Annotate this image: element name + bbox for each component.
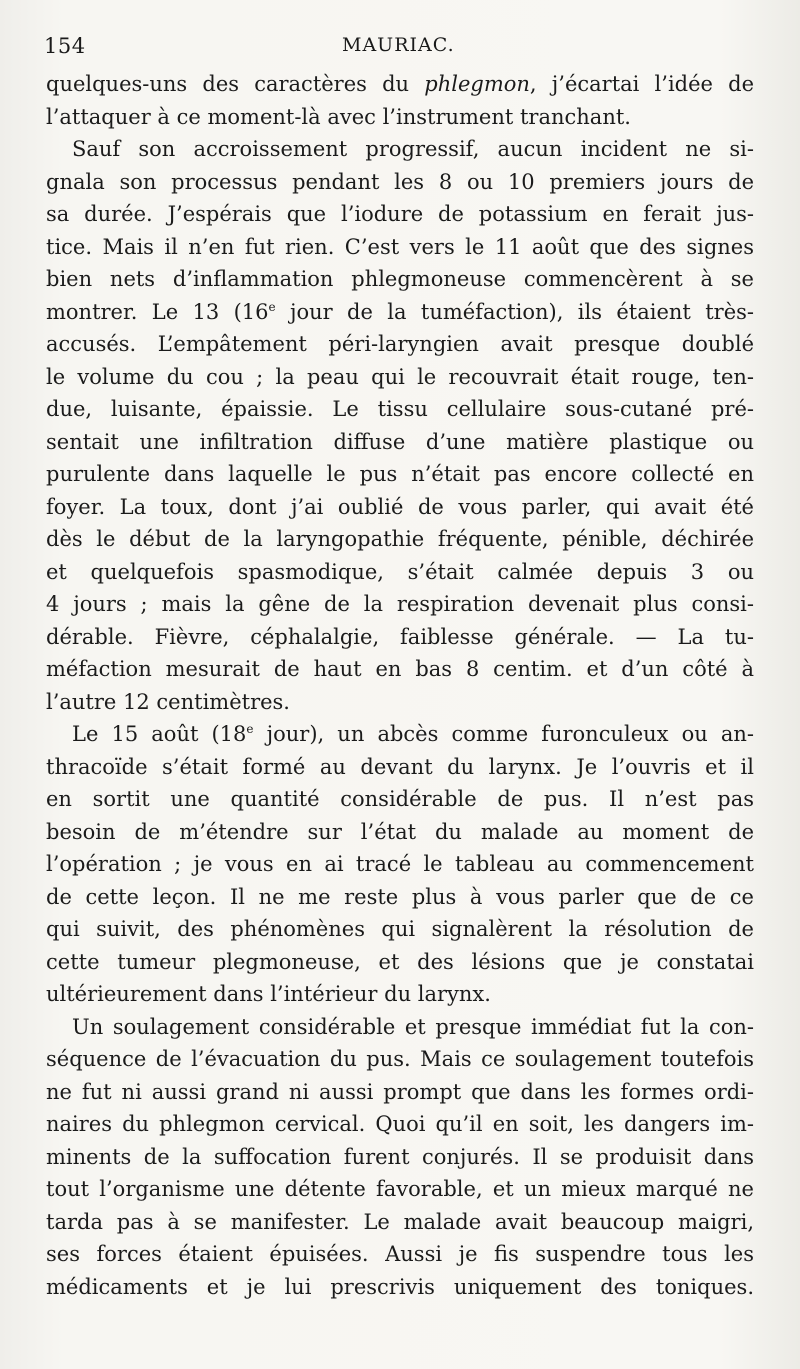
text-line: quelques-uns des caractères du phlegmon, j’écartai l’idée de bbox=[46, 72, 755, 96]
text-line: cette tumeur plegmoneuse, et des lésions que je constatai bbox=[46, 949, 754, 974]
paragraph-4 bbox=[46, 1011, 754, 1304]
text-line: ne fut ni aussi grand ni aussi prompt que dans les formes ordi- bbox=[46, 1079, 754, 1104]
text-line: tout l’organisme une détente favorable, et un mieux marqué ne bbox=[46, 1177, 754, 1201]
text-line: minents de la suffocation furent conjurés. Il se produisit dans bbox=[46, 1144, 754, 1169]
paragraph-2 bbox=[46, 133, 754, 718]
page-number: 154 bbox=[44, 34, 86, 58]
text-line: dérable. Fièvre, céphalalgie, faiblesse générale. — La tu- bbox=[46, 624, 754, 649]
text-line: ultérieurement dans l’intérieur du larynx. bbox=[46, 982, 491, 1006]
text-line: besoin de m’étendre sur l’état du malade au moment de bbox=[46, 819, 754, 844]
text-line: tice. Mais il n’en fut rien. C’est vers le 11 août que des signes bbox=[46, 234, 754, 259]
text-line: en sortit une quantité considérable de pus. Il n’est pas bbox=[46, 787, 754, 811]
text-line: dès le début de la laryngopathie fréquente, pénible, déchirée bbox=[46, 527, 754, 551]
text-line: médicaments et je lui prescrivis uniquement des toniques. bbox=[46, 1274, 754, 1299]
paragraph-1 bbox=[46, 68, 754, 133]
text-line: sentait une infiltration diffuse d’une matière plastique ou bbox=[46, 429, 754, 454]
text-line: le volume du cou ; la peau qui le recouvrait était rouge, ten- bbox=[46, 364, 754, 389]
text-line: sa durée. J’espérais que l’iodure de potassium en ferait jus- bbox=[46, 202, 754, 226]
text-line: Le 15 août (18e jour), un abcès comme furonculeux ou an- bbox=[72, 722, 755, 746]
running-title: MAURIAC. bbox=[342, 34, 455, 56]
superscript: e bbox=[268, 299, 276, 314]
text-line: purulente dans laquelle le pus n’était pas encore collecté en bbox=[46, 462, 754, 486]
text-line: thracoïde s’était formé au devant du larynx. Je l’ouvris et il bbox=[46, 754, 754, 779]
text-line: séquence de l’évacuation du pus. Mais ce soulagement toutefois bbox=[46, 1047, 754, 1071]
text-line: gnala son processus pendant les 8 ou 10 premiers jours de bbox=[46, 169, 754, 194]
text-line: de cette leçon. Il ne me reste plus à vous parler que de ce bbox=[46, 884, 754, 909]
text-line: accusés. L’empâtement péri-laryngien avait presque doublé bbox=[46, 332, 754, 356]
text-line: Sauf son accroissement progressif, aucun incident ne si- bbox=[72, 137, 754, 161]
paragraph-3 bbox=[46, 718, 754, 1011]
text-line: méfaction mesurait de haut en bas 8 centim. et d’un côté à bbox=[46, 657, 754, 681]
text-line: Un soulagement considérable et presque immédiat fut la con- bbox=[72, 1014, 754, 1039]
italic-term: phlegmon bbox=[424, 72, 530, 96]
body-text bbox=[46, 68, 754, 1303]
page-header bbox=[44, 34, 750, 66]
text-line: naires du phlegmon cervical. Quoi qu’il en soit, les dangers im- bbox=[46, 1112, 754, 1136]
text-line: qui suivit, des phénomènes qui signalèrent la résolution de bbox=[46, 917, 754, 941]
text-line: tarda pas à se manifester. Le malade avait beaucoup maigri, bbox=[46, 1209, 754, 1234]
text-line: et quelquefois spasmodique, s’était calmée depuis 3 ou bbox=[46, 559, 754, 584]
text-line: montrer. Le 13 (16e jour de la tuméfaction), ils étaient très- bbox=[46, 299, 754, 324]
text-line: bien nets d’inflammation phlegmoneuse commencèrent à se bbox=[46, 267, 754, 291]
text-line: foyer. La toux, dont j’ai oublié de vous parler, qui avait été bbox=[46, 494, 754, 519]
superscript: e bbox=[246, 722, 254, 736]
text-line: due, luisante, épaissie. Le tissu cellulaire sous-cutané pré- bbox=[46, 397, 754, 421]
text-line: l’opération ; je vous en ai tracé le tableau au commencement bbox=[46, 852, 754, 876]
text-line: ses forces étaient épuisées. Aussi je fis suspendre tous les bbox=[46, 1242, 754, 1266]
text-line: 4 jours ; mais la gêne de la respiration devenait plus consi- bbox=[46, 592, 754, 616]
text-line: l’attaquer à ce moment-là avec l’instrument tranchant. bbox=[46, 104, 631, 129]
text-line: l’autre 12 centimètres. bbox=[46, 689, 290, 714]
